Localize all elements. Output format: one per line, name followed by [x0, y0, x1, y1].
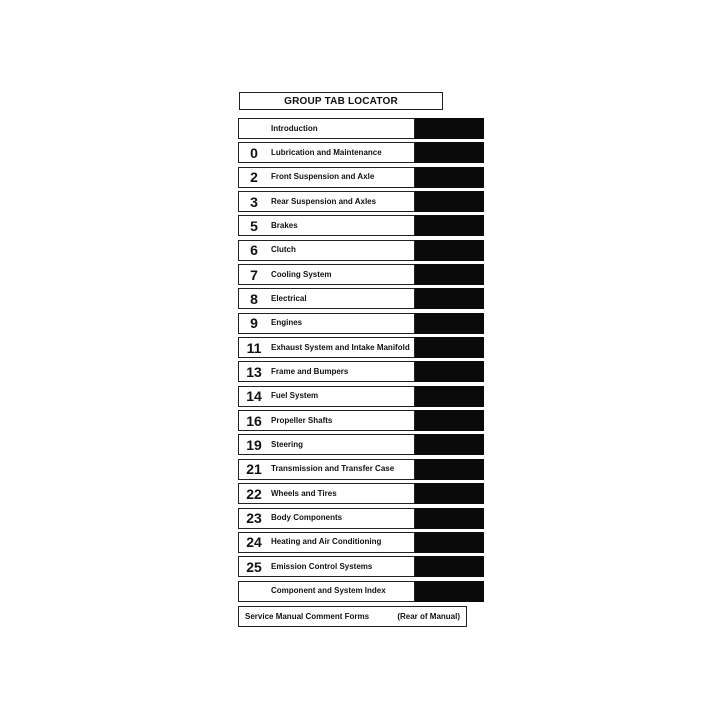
tab-label-box[interactable]: [238, 264, 415, 285]
tab-row-rear-suspension[interactable]: [238, 191, 484, 212]
tab-label-box[interactable]: [238, 167, 415, 188]
tab-marker[interactable]: [415, 410, 484, 431]
tab-marker[interactable]: [415, 240, 484, 261]
tab-row-heating-ac[interactable]: [238, 532, 484, 553]
tab-marker[interactable]: [415, 434, 484, 455]
tab-label-box[interactable]: [238, 556, 415, 577]
tab-label: Fuel System: [271, 391, 319, 401]
tab-label-box[interactable]: [238, 581, 415, 602]
tab-label-box[interactable]: [238, 191, 415, 212]
comment-forms-location: (Rear of Manual): [397, 612, 460, 621]
tab-label: Brakes: [271, 220, 298, 230]
tab-row-frame-bumpers[interactable]: [238, 361, 484, 382]
tab-number: 25: [246, 558, 262, 575]
tab-label-box[interactable]: [238, 313, 415, 334]
tab-label: Engines: [271, 318, 303, 328]
tab-label-box[interactable]: [238, 118, 415, 139]
tab-number: 8: [250, 290, 258, 307]
tab-number: 19: [246, 436, 262, 453]
tab-list: [238, 118, 484, 605]
tab-label: Cooling System: [271, 269, 332, 279]
tab-marker[interactable]: [415, 288, 484, 309]
tab-row-body-components[interactable]: [238, 508, 484, 529]
tab-number: 3: [250, 193, 258, 210]
tab-label: Front Suspension and Axle: [271, 172, 375, 182]
tab-label: Component and System Index: [271, 586, 386, 596]
tab-row-transmission[interactable]: [238, 459, 484, 480]
tab-row-electrical[interactable]: [238, 288, 484, 309]
tab-label: Lubrication and Maintenance: [271, 147, 382, 157]
tab-number: 9: [250, 315, 258, 332]
tab-label-box[interactable]: [238, 508, 415, 529]
tab-label: Rear Suspension and Axles: [271, 196, 377, 206]
tab-label-box[interactable]: [238, 483, 415, 504]
tab-number: 16: [246, 412, 262, 429]
tab-marker[interactable]: [415, 191, 484, 212]
tab-marker[interactable]: [415, 532, 484, 553]
tab-label: Steering: [271, 439, 304, 449]
tab-number: 2: [250, 169, 258, 186]
tab-label-box[interactable]: [238, 215, 415, 236]
tab-marker[interactable]: [415, 167, 484, 188]
tab-number: 6: [250, 242, 258, 259]
tab-row-brakes[interactable]: [238, 215, 484, 236]
tab-number: 24: [246, 534, 262, 551]
tab-marker[interactable]: [415, 556, 484, 577]
tab-marker[interactable]: [415, 386, 484, 407]
tab-label-box[interactable]: [238, 459, 415, 480]
tab-marker[interactable]: [415, 508, 484, 529]
tab-number: 0: [250, 144, 258, 161]
tab-label: Heating and Air Conditioning: [271, 537, 382, 547]
tab-label: Body Components: [271, 513, 343, 522]
tab-marker[interactable]: [415, 483, 484, 504]
tab-label-box[interactable]: [238, 434, 415, 455]
tab-label-box[interactable]: [238, 142, 415, 163]
tab-number: 13: [246, 363, 262, 380]
tab-label: Introduction: [271, 123, 318, 133]
tab-row-introduction[interactable]: [238, 118, 484, 139]
tab-marker[interactable]: [415, 118, 484, 139]
tab-row-clutch[interactable]: [238, 240, 484, 261]
tab-number: 5: [250, 217, 258, 234]
tab-label: Frame and Bumpers: [271, 366, 349, 376]
tab-marker[interactable]: [415, 459, 484, 480]
tab-number: 22: [246, 485, 262, 502]
tab-number: 11: [246, 339, 262, 356]
comment-forms-note: [238, 606, 467, 627]
tab-row-engines[interactable]: [238, 313, 484, 334]
tab-number: 14: [246, 388, 262, 405]
tab-marker[interactable]: [415, 215, 484, 236]
tab-marker[interactable]: [415, 264, 484, 285]
tab-marker[interactable]: [415, 337, 484, 358]
tab-marker[interactable]: [415, 581, 484, 602]
tab-row-propeller-shafts[interactable]: [238, 410, 484, 431]
tab-label: Transmission and Transfer Case: [271, 464, 395, 474]
tab-label: Electrical: [271, 293, 307, 303]
tab-marker[interactable]: [415, 313, 484, 334]
tab-label-box[interactable]: [238, 288, 415, 309]
tab-number: 21: [246, 461, 262, 478]
tab-row-fuel-system[interactable]: [238, 386, 484, 407]
tab-marker[interactable]: [415, 361, 484, 382]
tab-row-wheels-tires[interactable]: [238, 483, 484, 504]
tab-row-steering[interactable]: [238, 434, 484, 455]
tab-number: 7: [250, 266, 258, 283]
tab-number: 23: [246, 510, 262, 526]
tab-label-box[interactable]: [238, 532, 415, 553]
tab-label-box[interactable]: [238, 386, 415, 407]
comment-forms-label: Service Manual Comment Forms: [245, 612, 370, 621]
tab-marker[interactable]: [415, 142, 484, 163]
tab-label-box[interactable]: [238, 240, 415, 261]
tab-label: Clutch: [271, 245, 296, 255]
group-tab-locator-title: GROUP TAB LOCATOR: [239, 92, 443, 110]
tab-label-box[interactable]: [238, 410, 415, 431]
tab-label: Exhaust System and Intake Manifold: [271, 342, 410, 352]
tab-label: Propeller Shafts: [271, 415, 333, 425]
tab-row-emission-control[interactable]: [238, 556, 484, 577]
tab-row-lubrication[interactable]: [238, 142, 484, 163]
tab-label: Wheels and Tires: [271, 488, 337, 498]
tab-label: Emission Control Systems: [271, 561, 373, 571]
tab-row-front-suspension[interactable]: [238, 167, 484, 188]
tab-label-box[interactable]: [238, 361, 415, 382]
tab-row-index[interactable]: [238, 581, 484, 602]
tab-label-box[interactable]: [238, 337, 415, 358]
tab-row-exhaust-system[interactable]: [238, 337, 484, 358]
tab-row-cooling-system[interactable]: [238, 264, 484, 285]
